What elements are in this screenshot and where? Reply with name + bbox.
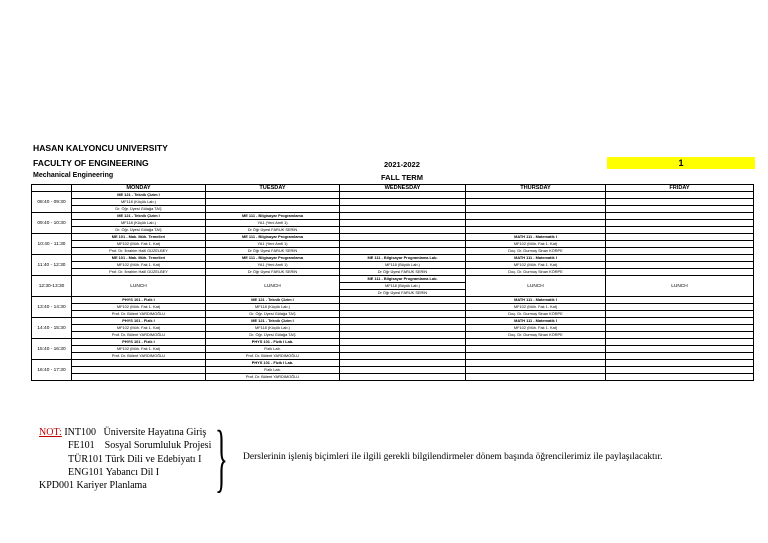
- course-line: [606, 374, 754, 381]
- course-line: Doç. Dr. Durmuş Sinan KÖRPE: [466, 248, 606, 255]
- time-cell: 10:40 - 11:30: [32, 234, 72, 255]
- course-line: [466, 360, 606, 367]
- course-line: [340, 213, 466, 220]
- lunch-cell: LUNCH: [72, 276, 206, 297]
- course-line: MATH 111 - Matematik I: [466, 318, 606, 325]
- course-line: [606, 311, 754, 318]
- course-line: MF102 (Müh. Fak 1. Kat): [72, 325, 206, 332]
- table-row: [32, 192, 754, 199]
- course-line: Dr. Öğr. Üyesi Gülağa TAŞ: [206, 332, 340, 339]
- course-line: Prof. Dr. Bülent YARDIMOĞLU: [206, 374, 340, 381]
- course-name: Üniversite Hayatına Giriş: [103, 427, 207, 438]
- course-line: MF102 (Müh. Fak 1. Kat): [72, 241, 206, 248]
- table-row: [32, 241, 754, 248]
- day-header: THURSDAY: [466, 185, 606, 192]
- course-line: [340, 192, 466, 199]
- course-line: [340, 318, 466, 325]
- course-line: PHYS 101 - Fizik I: [72, 339, 206, 346]
- course-line: MF102 (Müh. Fak 1. Kat): [72, 262, 206, 269]
- faculty-name: FACULTY OF ENGINEERING: [33, 158, 149, 168]
- table-row: [32, 346, 754, 353]
- course-line: Dr Öğr Üyesi FARUK SERİN: [340, 290, 466, 297]
- course-line: [606, 234, 754, 241]
- table-row: [32, 374, 754, 381]
- note-row: [39, 453, 211, 466]
- course-code: INT100: [64, 427, 97, 438]
- course-line: MF102 (Müh. Fak 1. Kat): [466, 241, 606, 248]
- schedule-header-row: [32, 185, 754, 192]
- course-code: TÜR101: [68, 453, 103, 465]
- table-row: [32, 234, 754, 241]
- course-line: MF118 (Küçük Lab.): [206, 325, 340, 332]
- table-row: [32, 353, 754, 360]
- course-line: MF102 (Müh. Fak 1. Kat): [72, 304, 206, 311]
- time-header: [32, 185, 72, 192]
- course-line: Dr. Öğr. Üyesi Gülağa TAŞ: [206, 311, 340, 318]
- course-line: [606, 269, 754, 276]
- table-row: [32, 311, 754, 318]
- course-line: MF118 (Küçük Lab.): [72, 199, 206, 206]
- table-row: [32, 199, 754, 206]
- course-line: ME 111 - Bilgisayar Programlama Lab.: [340, 255, 466, 262]
- course-line: Prof. Dr. Bülent YARDIMOĞLU: [72, 311, 206, 318]
- table-row: [32, 339, 754, 346]
- course-line: [72, 360, 206, 367]
- course-line: MF102 (Müh. Fak 1. Kat): [466, 262, 606, 269]
- course-line: Fizik Lab.: [206, 346, 340, 353]
- course-line: [466, 227, 606, 234]
- course-line: [206, 206, 340, 213]
- lunch-cell: LUNCH: [206, 276, 340, 297]
- semester-number: 1: [607, 157, 755, 169]
- time-cell: 09:40 - 10:30: [32, 213, 72, 234]
- day-header: FRIDAY: [606, 185, 754, 192]
- day-header: MONDAY: [72, 185, 206, 192]
- course-line: [466, 192, 606, 199]
- course-line: [466, 206, 606, 213]
- time-cell: 13:40 - 14:30: [32, 297, 72, 318]
- course-line: Dr Öğr Üyesi FARUK SERİN: [206, 269, 340, 276]
- course-line: Doç. Dr. Durmuş Sinan KÖRPE: [466, 269, 606, 276]
- lunch-cell: LUNCH: [466, 276, 606, 297]
- course-line: [72, 367, 206, 374]
- table-row: [32, 318, 754, 325]
- term-name: FALL TERM: [381, 173, 423, 182]
- course-line: [466, 353, 606, 360]
- course-line: [340, 227, 466, 234]
- course-line: [340, 360, 466, 367]
- brace-icon: }: [215, 416, 228, 500]
- course-line: [340, 332, 466, 339]
- table-row: [32, 227, 754, 234]
- course-line: [340, 339, 466, 346]
- course-line: [606, 248, 754, 255]
- course-line: ME 101 - Mak. Müh. Temelleri: [72, 234, 206, 241]
- course-line: [606, 332, 754, 339]
- course-line: Doç. Dr. Durmuş Sinan KÖRPE: [466, 311, 606, 318]
- course-line: MF102 (Müh. Fak 1. Kat): [72, 346, 206, 353]
- course-line: ME 101 - Mak. Müh. Temelleri: [72, 255, 206, 262]
- course-line: [466, 346, 606, 353]
- course-line: [340, 241, 466, 248]
- course-line: [340, 346, 466, 353]
- course-line: Dr. Öğr. Üyesi Gülağa TAŞ: [72, 206, 206, 213]
- day-header: WEDNESDAY: [340, 185, 466, 192]
- course-line: [606, 325, 754, 332]
- course-line: Prof. Dr. Bülent YARDIMOĞLU: [72, 353, 206, 360]
- table-row: [32, 360, 754, 367]
- table-row: [32, 332, 754, 339]
- table-row: [32, 367, 754, 374]
- course-line: [606, 262, 754, 269]
- course-line: [466, 374, 606, 381]
- course-line: [606, 353, 754, 360]
- course-line: Fizik Lab.: [206, 367, 340, 374]
- course-line: [340, 311, 466, 318]
- course-line: MF118 (Büyük Lab.): [340, 283, 466, 290]
- course-line: [606, 360, 754, 367]
- course-line: MF118 (Küçük Lab.): [206, 304, 340, 311]
- course-line: ME 121 - Teknik Çizim I: [206, 318, 340, 325]
- course-line: YA1 (Yeni Amfi 1): [206, 241, 340, 248]
- time-cell: 11:40 - 12:30: [32, 255, 72, 276]
- course-line: Dr. Öğr. Üyesi Gülağa TAŞ: [72, 227, 206, 234]
- table-row: [32, 248, 754, 255]
- course-line: [340, 220, 466, 227]
- course-line: [606, 346, 754, 353]
- course-name: Türk Dili ve Edebiyatı I: [105, 453, 202, 465]
- course-line: [340, 206, 466, 213]
- course-line: [606, 241, 754, 248]
- course-line: [606, 227, 754, 234]
- course-line: [340, 374, 466, 381]
- note-text: Derslerinin işleniş biçimleri ile ilgili gerekli bilgilendirmeler dönem başında öğrencilerimiz ile paylaşılacaktır.: [243, 452, 663, 462]
- course-line: MF102 (Müh. Fak 1. Kat): [466, 325, 606, 332]
- course-line: Prof. Dr. Bülent YARDIMOĞLU: [72, 332, 206, 339]
- course-line: [606, 199, 754, 206]
- course-line: Dr Öğr Üyesi FARUK SERİN: [206, 227, 340, 234]
- course-line: PHYS 101 - Fizik I: [72, 297, 206, 304]
- table-row: [32, 304, 754, 311]
- course-line: [340, 297, 466, 304]
- course-line: [340, 367, 466, 374]
- course-line: [340, 234, 466, 241]
- course-line: MATH 111 - Matematik I: [466, 297, 606, 304]
- course-line: ME 111 - Bilgisayar Programlama: [206, 213, 340, 220]
- course-line: [206, 199, 340, 206]
- course-line: MF118 (Küçük Lab.): [72, 220, 206, 227]
- course-line: [606, 297, 754, 304]
- course-line: ME 121 - Teknik Çizim I: [72, 192, 206, 199]
- course-line: MATH 111 - Matematik I: [466, 234, 606, 241]
- course-line: [340, 325, 466, 332]
- course-line: [606, 367, 754, 374]
- course-line: Doç. Dr. Durmuş Sinan KÖRPE: [466, 332, 606, 339]
- table-row: [32, 206, 754, 213]
- course-line: [606, 304, 754, 311]
- time-cell: 08:40 - 09:30: [32, 192, 72, 213]
- course-code: KPD001: [39, 480, 75, 492]
- course-line: ME 121 - Teknik Çizim I: [206, 297, 340, 304]
- course-line: [72, 374, 206, 381]
- course-line: ME 111 - Bilgisayar Programlama: [206, 255, 340, 262]
- course-line: [466, 367, 606, 374]
- course-line: PHYS 101 - Fizik I Lab.: [206, 339, 340, 346]
- course-line: ME 121 - Teknik Çizim I: [72, 213, 206, 220]
- course-line: Dr Öğr Üyesi FARUK SERİN: [206, 248, 340, 255]
- course-line: MATH 111 - Matematik I: [466, 255, 606, 262]
- course-line: [606, 255, 754, 262]
- course-line: PHYS 101 - Fizik I: [72, 318, 206, 325]
- course-line: [340, 199, 466, 206]
- course-line: YA1 (Yeni Amfi 1): [206, 220, 340, 227]
- course-line: [606, 213, 754, 220]
- course-line: [340, 304, 466, 311]
- course-line: Dr Öğr Üyesi FARUK SERİN: [340, 269, 466, 276]
- course-line: Prof. Dr. Bülent YARDIMOĞLU: [206, 353, 340, 360]
- course-line: [466, 213, 606, 220]
- course-name: Sosyal Sorumluluk Projesi: [104, 440, 212, 452]
- table-row: [32, 255, 754, 262]
- course-line: [606, 206, 754, 213]
- course-line: [206, 192, 340, 199]
- department-name: Mechanical Engineering: [33, 172, 114, 179]
- table-row: [32, 262, 754, 269]
- course-name: Yabancı Dil I: [105, 466, 160, 478]
- course-line: MF102 (Müh. Fak 1. Kat): [466, 304, 606, 311]
- table-row: [32, 269, 754, 276]
- course-line: Prof. Dr. İbrahim Halil GÜZELBEY: [72, 269, 206, 276]
- table-row: [32, 276, 754, 283]
- table-row: [32, 213, 754, 220]
- note-label: NOT:: [39, 427, 62, 438]
- note-row: [39, 466, 211, 479]
- course-line: [466, 199, 606, 206]
- time-cell: 14:40 - 15:30: [32, 318, 72, 339]
- academic-year: 2021-2022: [384, 160, 420, 169]
- course-line: [606, 220, 754, 227]
- table-row: [32, 297, 754, 304]
- course-line: [340, 353, 466, 360]
- notes-block: [39, 426, 211, 492]
- time-cell: 12:30-13:30: [32, 276, 72, 297]
- note-row: [39, 439, 211, 452]
- table-row: [32, 220, 754, 227]
- note-row: [39, 426, 211, 439]
- time-cell: 16:40 - 17:30: [32, 360, 72, 381]
- course-line: YA1 (Yeni Amfi 1): [206, 262, 340, 269]
- course-line: MF118 (Büyük Lab.): [340, 262, 466, 269]
- course-code: FE101: [68, 440, 95, 452]
- note-row: [39, 479, 211, 492]
- course-line: [466, 339, 606, 346]
- course-line: Prof. Dr. İbrahim Halil GÜZELBEY: [72, 248, 206, 255]
- course-line: [340, 248, 466, 255]
- course-line: [606, 339, 754, 346]
- schedule-table: [31, 184, 754, 381]
- course-line: [606, 192, 754, 199]
- table-row: [32, 325, 754, 332]
- course-line: [606, 318, 754, 325]
- day-header: TUESDAY: [206, 185, 340, 192]
- course-line: [466, 220, 606, 227]
- course-line: ME 111 - Bilgisayar Programlama: [206, 234, 340, 241]
- time-cell: 15:40 - 16:30: [32, 339, 72, 360]
- course-code: ENG101: [68, 466, 104, 478]
- university-name: HASAN KALYONCU UNIVERSITY: [33, 143, 168, 153]
- lunch-cell: LUNCH: [606, 276, 754, 297]
- course-name: Kariyer Planlama: [76, 480, 147, 492]
- course-line: PHYS 101 - Fizik I Lab.: [206, 360, 340, 367]
- course-line: ME 111 - Bilgisayar Programlama Lab.: [340, 276, 466, 283]
